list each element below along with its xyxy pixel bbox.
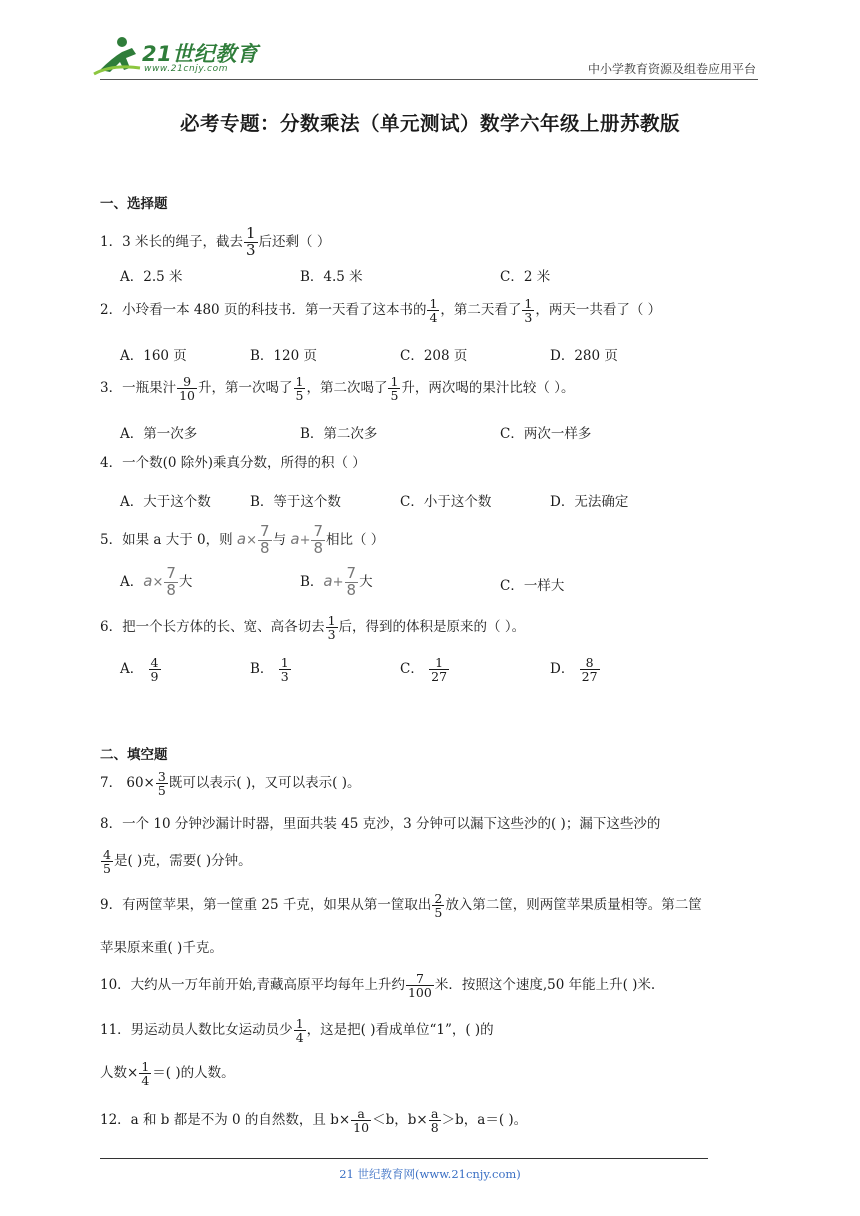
fraction — [156, 770, 168, 797]
plus-sign: + — [299, 532, 311, 548]
numerator: 7 — [346, 564, 357, 582]
question-text: 放入第二筐，则两筐苹果质量相等。第二筐 — [445, 897, 702, 914]
question-5 — [100, 524, 384, 557]
question-text: 5．如果 a 大于 0，则 — [100, 531, 233, 548]
question-text: 与 — [272, 531, 287, 548]
option-a — [120, 656, 162, 683]
header-divider — [100, 79, 758, 80]
question-text: ＞b，a＝( )。 — [441, 1112, 528, 1129]
option-c: C．小于这个数 — [400, 494, 492, 510]
question-11-line-2 — [100, 1060, 235, 1087]
fraction — [258, 524, 272, 557]
fraction — [522, 297, 534, 324]
option-a: A．160 页 — [120, 348, 187, 364]
question-10 — [100, 972, 655, 999]
question-text: 11．男运动员人数比女运动员少 — [100, 1022, 293, 1039]
numerator: 1 — [429, 296, 438, 311]
question-11-line-1 — [100, 1017, 494, 1044]
numerator: 4 — [150, 655, 159, 670]
fraction — [580, 656, 600, 683]
option-c: C．208 页 — [400, 348, 468, 364]
fraction — [351, 1107, 371, 1134]
question-4: 4．一个数(0 除外)乘真分数，所得的积（ ） — [100, 455, 366, 471]
denominator: 4 — [429, 310, 438, 326]
question-text: 10．大约从一万年前开始,青藏高原平均每年上升约 — [100, 977, 405, 994]
numerator: 1 — [524, 296, 533, 311]
option-c: C．2 米 — [500, 269, 551, 285]
numerator: a — [357, 1106, 365, 1121]
platform-label: 中小学教育资源及组卷应用平台 — [587, 62, 756, 76]
fraction — [429, 656, 449, 683]
fraction — [177, 375, 197, 402]
question-1 — [100, 226, 330, 259]
fraction — [311, 524, 325, 557]
fraction — [244, 226, 258, 259]
option-c: C．一样大 — [500, 578, 565, 594]
question-text: 米．按照这个速度,50 年能上升( )米. — [434, 977, 656, 994]
numerator: 1 — [280, 655, 289, 670]
numerator: 9 — [183, 374, 192, 389]
numerator: 7 — [415, 971, 424, 986]
denominator: 8 — [346, 580, 357, 599]
denominator: 8 — [313, 538, 324, 557]
question-8-line-1: 8．一个 10 分钟沙漏计时器，里面共装 45 克沙，3 分钟可以漏下这些沙的( )；漏下这些沙的 — [100, 816, 661, 832]
option-c: C．两次一样多 — [500, 426, 592, 442]
fraction — [345, 566, 359, 599]
question-text: 6．把一个长方体的长、宽、高各切去 — [100, 619, 325, 636]
option-b: B．120 页 — [250, 348, 317, 364]
denominator: 8 — [166, 580, 176, 599]
fraction — [406, 972, 434, 999]
logo-url: www.21cnjy.com — [144, 64, 229, 74]
numerator: 8 — [585, 655, 594, 670]
question-text: 12．a 和 b 都是不为 0 的自然数，且 b× — [100, 1112, 351, 1129]
option-b: B．4.5 米 — [300, 269, 363, 285]
option-a — [120, 566, 192, 599]
denominator: 3 — [524, 310, 533, 326]
option-a: A．2.5 米 — [120, 269, 183, 285]
question-text: 升，两次喝的果汁比较（ ）。 — [401, 380, 575, 397]
numerator: 1 — [295, 374, 304, 389]
question-12 — [100, 1107, 527, 1134]
denominator: 100 — [407, 985, 432, 1001]
section-heading-fill: 二、填空题 — [100, 747, 168, 763]
page-title: 必考专题：分数乘法（单元测试）数学六年级上册苏教版 — [179, 112, 680, 135]
question-text: ，两天一共看了（ ） — [535, 302, 662, 319]
fraction — [139, 1060, 151, 1087]
question-text: 9．有两筐苹果，第一筐重 25 千克，如果从第一筐取出 — [100, 897, 432, 914]
logo-text: 21世纪教育 — [142, 42, 259, 66]
question-text: 1．3 米长的绳子，截去 — [100, 233, 243, 250]
numerator: 1 — [327, 613, 336, 628]
runner-logo-icon — [92, 34, 144, 78]
option-text: 大 — [178, 573, 193, 590]
question-text: 是( )克，需要( )分钟。 — [113, 853, 252, 870]
option-d: D．280 页 — [550, 348, 618, 364]
option-label: B． — [250, 661, 274, 678]
denominator: 5 — [434, 905, 443, 921]
denominator: 4 — [141, 1073, 150, 1089]
denominator: 3 — [245, 240, 256, 259]
option-text: 大 — [359, 573, 373, 590]
option-label: A． — [120, 661, 144, 678]
numerator: 7 — [260, 522, 270, 540]
question-2 — [100, 297, 661, 324]
denominator: 27 — [431, 669, 448, 685]
numerator: 1 — [435, 655, 444, 670]
numerator: 4 — [103, 847, 111, 862]
question-3 — [100, 375, 574, 402]
option-b — [250, 656, 292, 683]
numerator: 1 — [245, 224, 256, 242]
option-b: B．第二次多 — [300, 426, 378, 442]
denominator: 10 — [179, 388, 195, 404]
times-sign: × — [246, 532, 258, 548]
times-sign: × — [152, 574, 164, 590]
option-label: A． — [120, 573, 144, 590]
fraction — [149, 656, 161, 683]
question-text: 既可以表示( )，又可以表示( )。 — [168, 775, 361, 792]
plus-sign: + — [332, 574, 344, 590]
fraction — [432, 892, 444, 919]
question-text: 后还剩（ ） — [258, 233, 331, 250]
question-9-line-1 — [100, 892, 702, 919]
numerator: 7 — [313, 522, 324, 540]
denominator: 8 — [260, 538, 270, 557]
denominator: 8 — [430, 1120, 439, 1136]
question-text: 后，得到的体积是原来的（ ）。 — [338, 619, 526, 636]
option-label: C． — [400, 661, 424, 678]
fraction — [388, 375, 400, 402]
denominator: 5 — [390, 388, 399, 404]
option-c — [400, 656, 450, 683]
question-9-line-2: 苹果原来重( )千克。 — [100, 940, 223, 956]
numerator: 2 — [434, 891, 443, 906]
numerator: 1 — [141, 1059, 150, 1074]
variable-a: a — [323, 571, 333, 590]
denominator: 3 — [280, 669, 289, 685]
variable-a: a — [290, 529, 300, 548]
denominator: 10 — [353, 1120, 370, 1136]
option-label: D． — [550, 661, 575, 678]
question-7 — [100, 770, 360, 797]
denominator: 4 — [295, 1030, 304, 1046]
fraction — [279, 656, 291, 683]
variable-a: a — [236, 529, 247, 548]
option-d — [550, 656, 601, 683]
variable-a: a — [143, 571, 153, 590]
question-text: ＝( )的人数。 — [152, 1065, 235, 1082]
question-text: ，这是把( )看成单位“1”，( )的 — [306, 1022, 494, 1039]
denominator: 5 — [295, 388, 304, 404]
footer-divider — [100, 1158, 708, 1159]
question-8-line-2 — [100, 848, 252, 875]
question-6 — [100, 614, 525, 641]
numerator: 3 — [157, 769, 166, 784]
fraction — [101, 848, 113, 875]
question-text: 升，第一次喝了 — [198, 380, 293, 397]
question-text: 3．一瓶果汁 — [100, 380, 177, 397]
numerator: a — [430, 1106, 439, 1121]
numerator: 1 — [390, 374, 399, 389]
option-a: A．大于这个数 — [120, 494, 211, 510]
section-heading-choice: 一、选择题 — [100, 196, 168, 212]
numerator: 7 — [166, 564, 176, 582]
numerator: 1 — [295, 1016, 304, 1031]
denominator: 27 — [581, 669, 598, 685]
fraction — [294, 375, 306, 402]
question-text: ＜b，b× — [372, 1112, 428, 1129]
option-a: A．第一次多 — [120, 426, 198, 442]
question-text: 相比（ ） — [326, 531, 385, 548]
denominator: 3 — [327, 627, 336, 643]
fraction — [429, 1107, 441, 1134]
question-text: 7． 60× — [100, 775, 155, 792]
denominator: 5 — [157, 783, 166, 799]
option-b: B．等于这个数 — [250, 494, 341, 510]
fraction — [427, 297, 439, 324]
option-b — [300, 566, 373, 599]
denominator: 5 — [103, 861, 111, 877]
fraction — [326, 614, 338, 641]
option-d: D．无法确定 — [550, 494, 629, 510]
question-text: 人数× — [100, 1065, 139, 1082]
question-text: ，第二次喝了 — [306, 380, 388, 397]
denominator: 9 — [150, 669, 159, 685]
fraction — [164, 566, 178, 599]
fraction — [294, 1017, 306, 1044]
footer-text: 21 世纪教育网(www.21cnjy.com) — [339, 1167, 521, 1181]
question-text: ，第二天看了 — [440, 302, 522, 319]
question-text: 2．小玲看一本 480 页的科技书．第一天看了这本书的 — [100, 302, 427, 319]
option-label: B． — [300, 573, 324, 590]
